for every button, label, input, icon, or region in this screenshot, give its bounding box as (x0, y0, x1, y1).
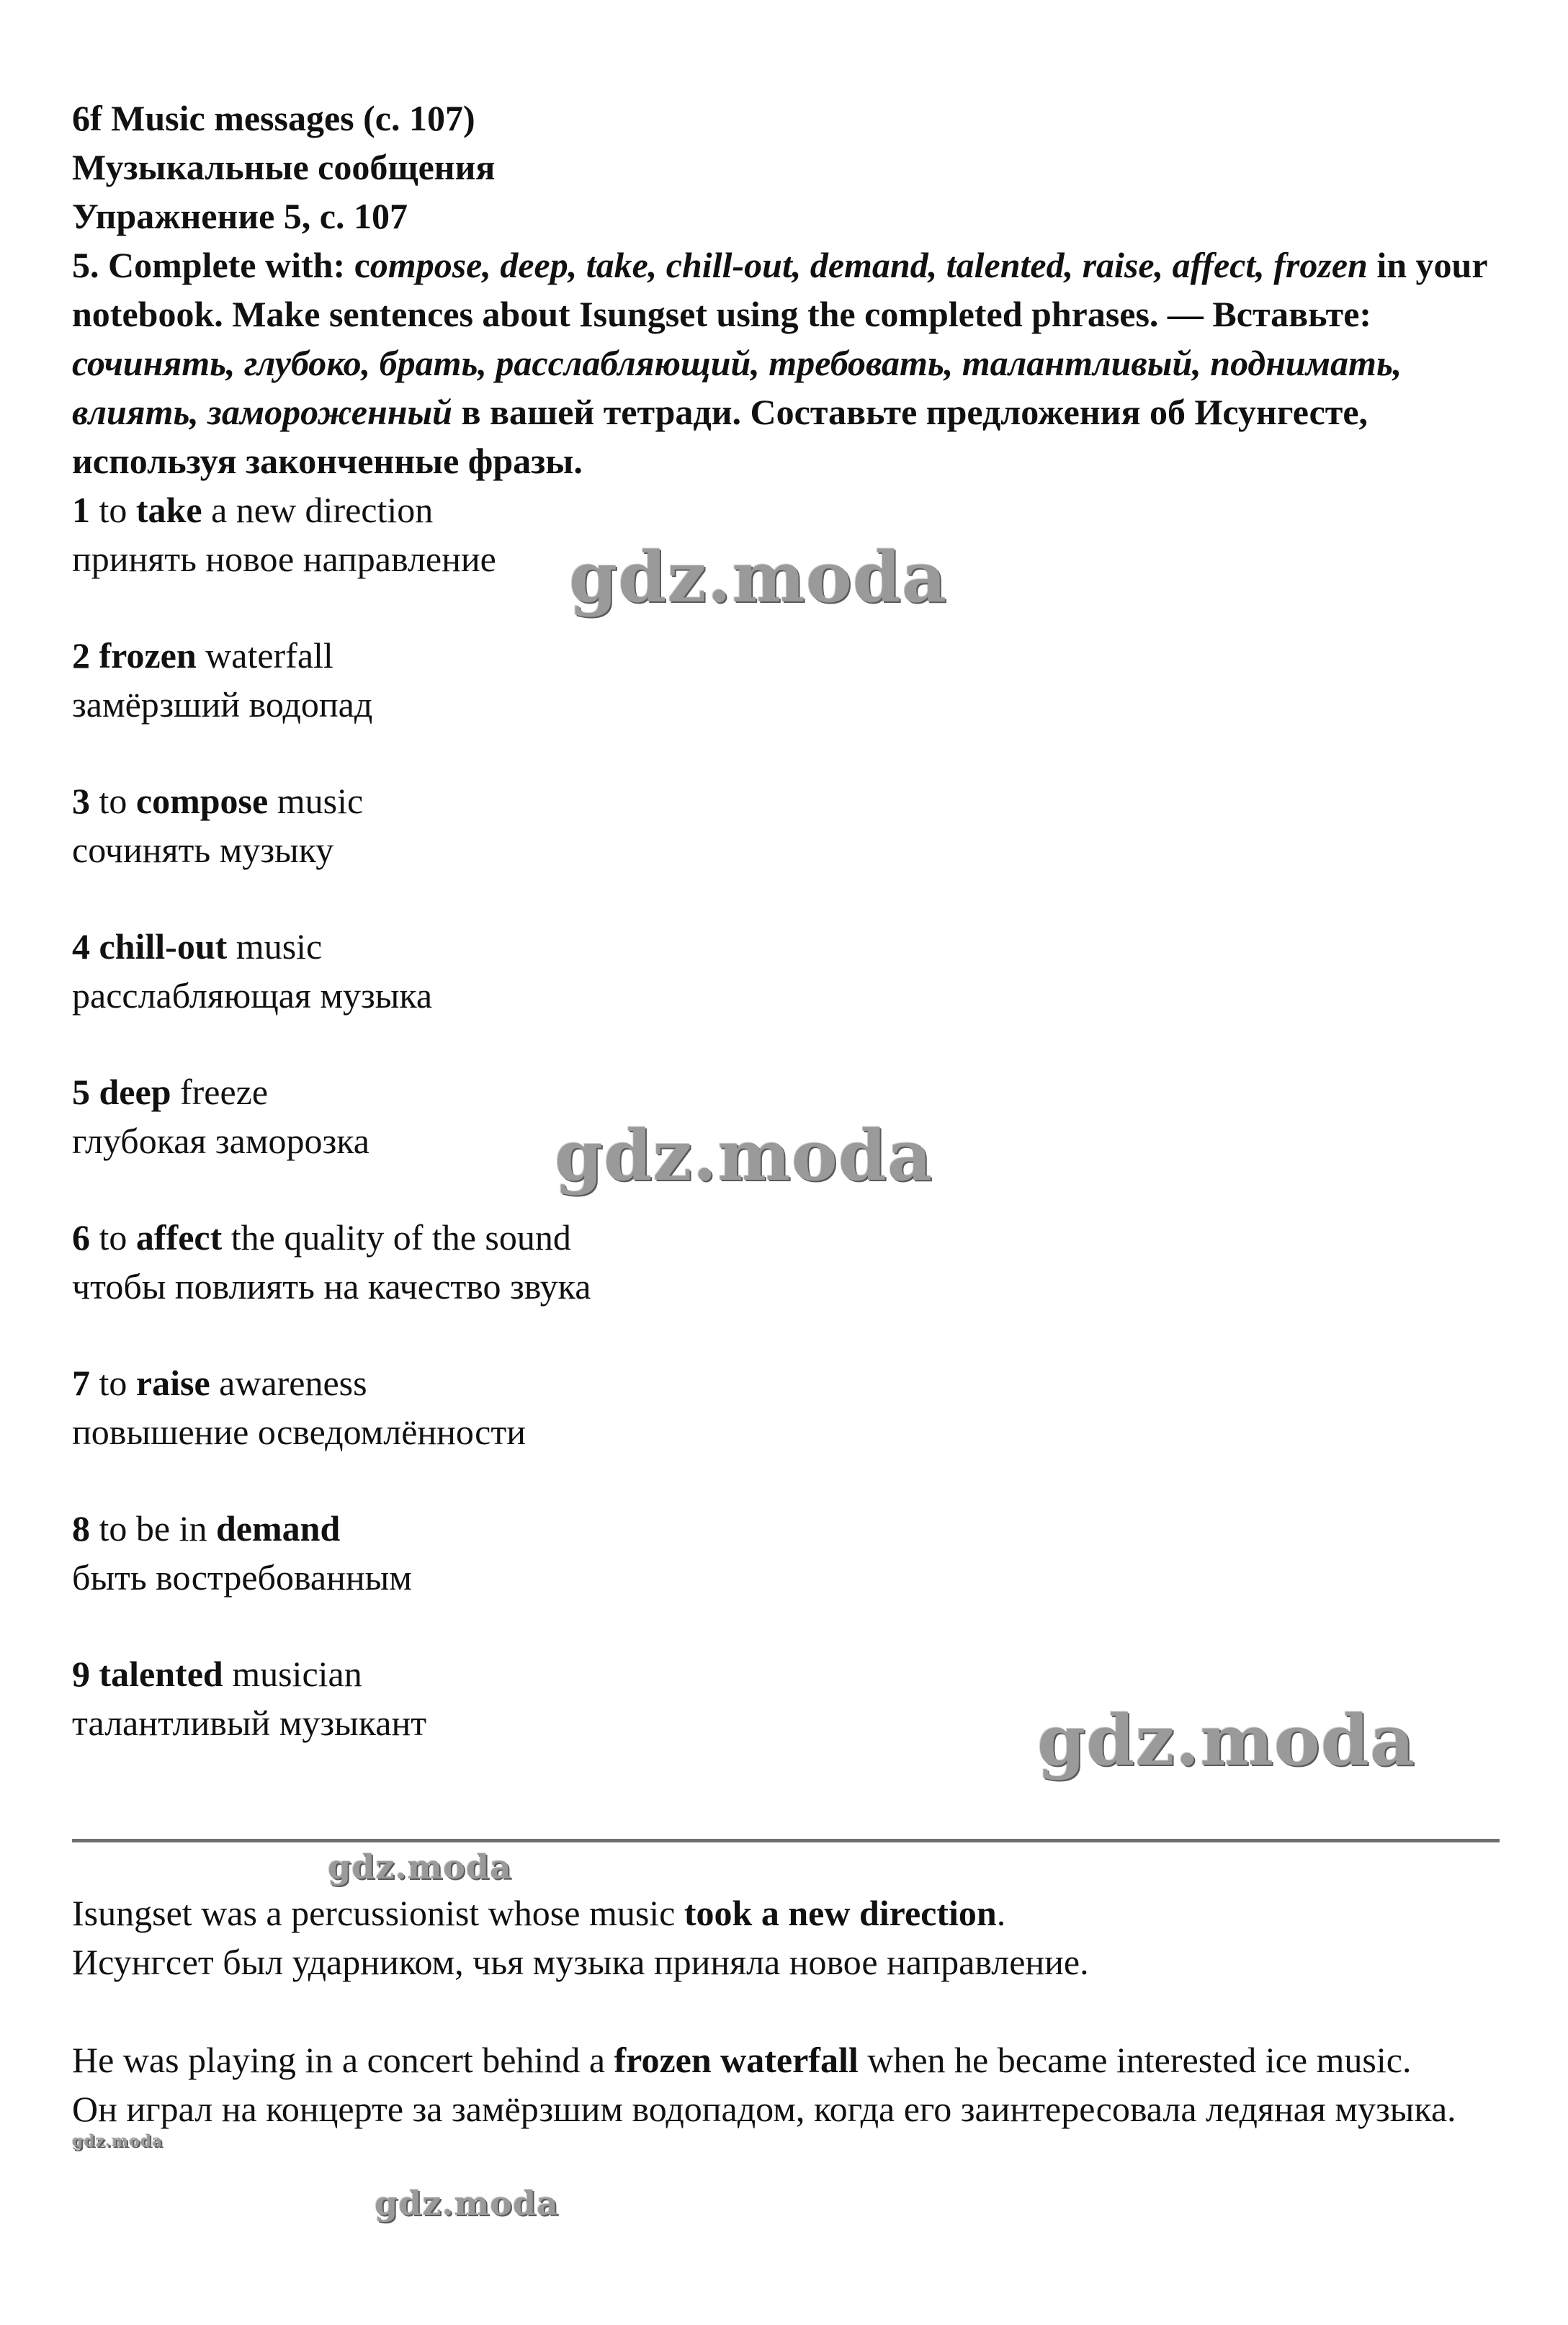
sentence-post: . (996, 1893, 1006, 1933)
phrase-key: chill-out (99, 926, 228, 967)
story-section (72, 1889, 1505, 2182)
item-number: 2 (72, 635, 90, 676)
answer-phrase (72, 1358, 1498, 1407)
task-mid: in your notebook. Make sentences about Isungset using the completed phrases. — Вставьте: (72, 245, 1487, 334)
section-divider (72, 1839, 1500, 1842)
sentence-post: when he became interested ice music. (858, 2040, 1412, 2080)
answer-translation: сочинять музыку (72, 830, 334, 870)
answer-translation: быть востребованным (72, 1557, 412, 1598)
phrase-pre: to be in (90, 1508, 216, 1549)
item-number: 5 (72, 1072, 90, 1112)
phrase-post: freeze (171, 1072, 269, 1112)
phrase-post: awareness (210, 1363, 367, 1403)
phrase-key: affect (135, 1217, 223, 1258)
answer-phrase (72, 1213, 1498, 1262)
phrase-key: raise (135, 1363, 210, 1403)
answer-translation: принять новое направление (72, 539, 496, 579)
story-sentence-ru: Исунгсет был ударником, чья музыка приняла новое направление. (72, 1942, 1089, 1982)
phrase-pre: to (90, 781, 136, 821)
answer-translation: расслабляющая музыка (72, 975, 433, 1016)
sentence-pre: He was playing in a concert behind a (72, 2040, 614, 2080)
story-sentence-ru: Он играл на концерте за замёрзшим водопадом, когда его заинтересовала ледяная музыка. (72, 2089, 1456, 2129)
phrase-key: deep (99, 1072, 171, 1112)
task-words-en: ompose, deep, take, chill-out, demand, talented, raise, affect, frozen (369, 245, 1368, 285)
answer-item (72, 1358, 1498, 1456)
phrase-post: music (227, 926, 323, 967)
phrase-pre (90, 1072, 99, 1112)
task-words-ru: сочинять, глубоко, брать, расслабляющий, требовать, талантливый, поднимать, влиять, замороженный (72, 343, 1402, 432)
phrase-key: frozen (99, 635, 197, 676)
answer-phrase (72, 1067, 1498, 1116)
item-number: 8 (72, 1508, 90, 1549)
phrase-key: compose (135, 781, 269, 821)
phrase-key: demand (215, 1508, 341, 1549)
answer-phrase (72, 922, 1498, 971)
story-sentence-en (72, 2035, 1505, 2084)
exercise-reference: Упражнение 5, с. 107 (72, 196, 408, 236)
phrase-pre (90, 1654, 99, 1694)
item-number: 7 (72, 1363, 90, 1403)
answer-translation: повышение осведомлённости (72, 1412, 526, 1452)
phrase-key: take (135, 490, 202, 530)
watermark: gdz.moda (375, 2184, 559, 2223)
section-title: 6f Music messages (с. 107) (72, 98, 475, 138)
story-sentence-en (72, 1889, 1505, 1938)
sentence-pre: Isungset was a percussionist whose music (72, 1893, 684, 1933)
task-suffix: в вашей тетради. Составьте предложения об Исунгесте, используя законченные фразы. (72, 392, 1368, 481)
phrase-pre: to (90, 490, 136, 530)
answer-item (72, 776, 1498, 874)
phrase-post: a new direction (202, 490, 434, 530)
phrase-post: waterfall (196, 635, 333, 676)
item-number: 9 (72, 1654, 90, 1694)
answer-item (72, 631, 1498, 729)
watermark: gdz.moda (72, 2132, 163, 2151)
item-number: 6 (72, 1217, 90, 1258)
phrase-post: music (268, 781, 364, 821)
item-number: 3 (72, 781, 90, 821)
answer-item (72, 1504, 1498, 1602)
answer-phrase (72, 631, 1498, 680)
phrase-pre (90, 926, 99, 967)
item-number: 1 (72, 490, 90, 530)
watermark: gdz.moda (555, 1115, 933, 1196)
answer-translation: талантливый музыкант (72, 1703, 427, 1743)
answer-phrase (72, 1649, 1498, 1698)
answer-item (72, 922, 1498, 1020)
watermark: gdz.moda (328, 1847, 512, 1886)
phrase-pre (90, 635, 99, 676)
task-instructions (72, 241, 1498, 485)
task-prefix: 5. Complete with: c (72, 245, 370, 285)
section-title-ru: Музыкальные сообщения (72, 147, 496, 187)
exercise-page (72, 94, 1498, 1795)
story-paragraph (72, 2035, 1505, 2133)
answer-translation: замёрзший водопад (72, 684, 373, 725)
watermark: gdz.moda (569, 537, 948, 618)
story-paragraph (72, 1889, 1505, 1986)
answer-translation: чтобы повлиять на качество звука (72, 1266, 591, 1307)
phrase-key: talented (99, 1654, 223, 1694)
item-number: 4 (72, 926, 90, 967)
answer-phrase (72, 776, 1498, 825)
phrase-post: the quality of the sound (222, 1217, 571, 1258)
answer-phrase (72, 1504, 1498, 1553)
phrase-pre: to (90, 1217, 136, 1258)
sentence-key: frozen waterfall (614, 2040, 859, 2080)
watermark: gdz.moda (1037, 1700, 1416, 1781)
phrase-pre: to (90, 1363, 136, 1403)
phrase-post: musician (223, 1654, 362, 1694)
answer-translation: глубокая заморозка (72, 1121, 369, 1161)
answer-phrase (72, 485, 1498, 534)
answer-item (72, 1213, 1498, 1311)
sentence-key: took a new direction (684, 1893, 997, 1933)
